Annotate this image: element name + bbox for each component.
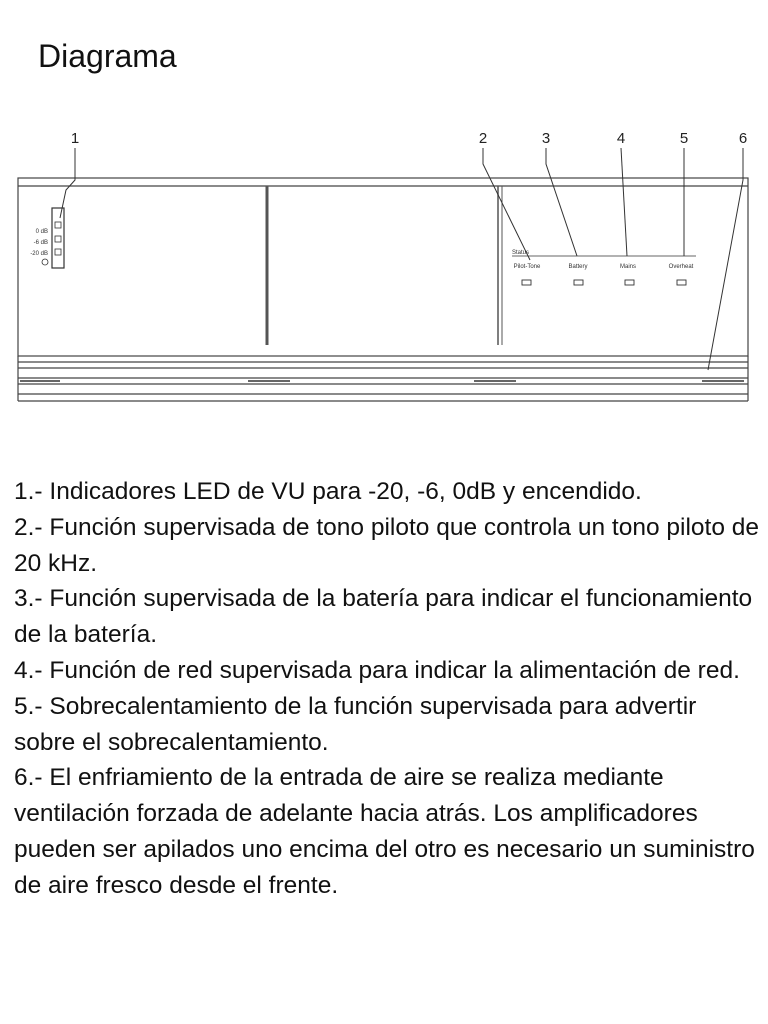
led-overheat	[677, 280, 686, 285]
leader-3	[546, 148, 577, 256]
panel-dividers	[267, 186, 502, 345]
legend-item-6: 6.- El enfriamiento de la entrada de aire se realiza mediante ventilación forzada de adelante hacia atrás. Los amplificadores pueden ser apilados uno encima del otro es necesario un suministro de aire fresco desde el frente.	[14, 764, 755, 899]
callout-3: 3	[541, 130, 551, 147]
status-label-overheat: Overheat	[668, 264, 694, 270]
vu-label-20db: -20 dB	[30, 251, 48, 257]
legend-item-2: 2.- Función supervisada de tono piloto que controla un tono piloto de 20 kHz.	[14, 513, 760, 577]
leader-2	[483, 148, 530, 260]
page-title: Diagrama	[38, 38, 177, 74]
callout-6: 6	[738, 130, 748, 147]
status-leds	[522, 280, 686, 285]
legend-item-1: 1.- Indicadores LED de VU para -20, -6, 0dB y encendido.	[14, 478, 642, 505]
led-pilot-tone	[522, 280, 531, 285]
leader-1	[60, 148, 75, 218]
legend-item-5: 5.- Sobrecalentamiento de la función supervisada para advertir sobre el sobrecalentamiento.	[14, 692, 697, 756]
callout-2: 2	[478, 130, 488, 147]
leader-lines	[60, 148, 743, 370]
status-label-battery: Battery	[568, 264, 588, 270]
legend-item-3: 3.- Función supervisada de la batería para indicar el funcionamiento de la batería.	[14, 585, 753, 649]
amplifier-front-panel-diagram	[0, 120, 768, 420]
vu-label-0db: 0 dB	[35, 229, 48, 235]
leader-6	[708, 148, 743, 370]
legend-item-4: 4.- Función de red supervisada para indicar la alimentación de red.	[14, 656, 740, 684]
led-mains	[625, 280, 634, 285]
status-label-mains: Mains	[619, 264, 637, 270]
leader-4	[621, 148, 627, 256]
vu-label-6db: -6 dB	[33, 240, 48, 246]
led-battery	[574, 280, 583, 285]
callout-1: 1	[70, 130, 80, 147]
status-title: Status	[512, 250, 530, 256]
callout-5: 5	[679, 130, 689, 147]
legend	[14, 474, 764, 904]
callout-4: 4	[616, 130, 626, 147]
chassis	[18, 178, 748, 401]
status-label-pilot-tone: Pilot-Tone	[513, 264, 541, 270]
